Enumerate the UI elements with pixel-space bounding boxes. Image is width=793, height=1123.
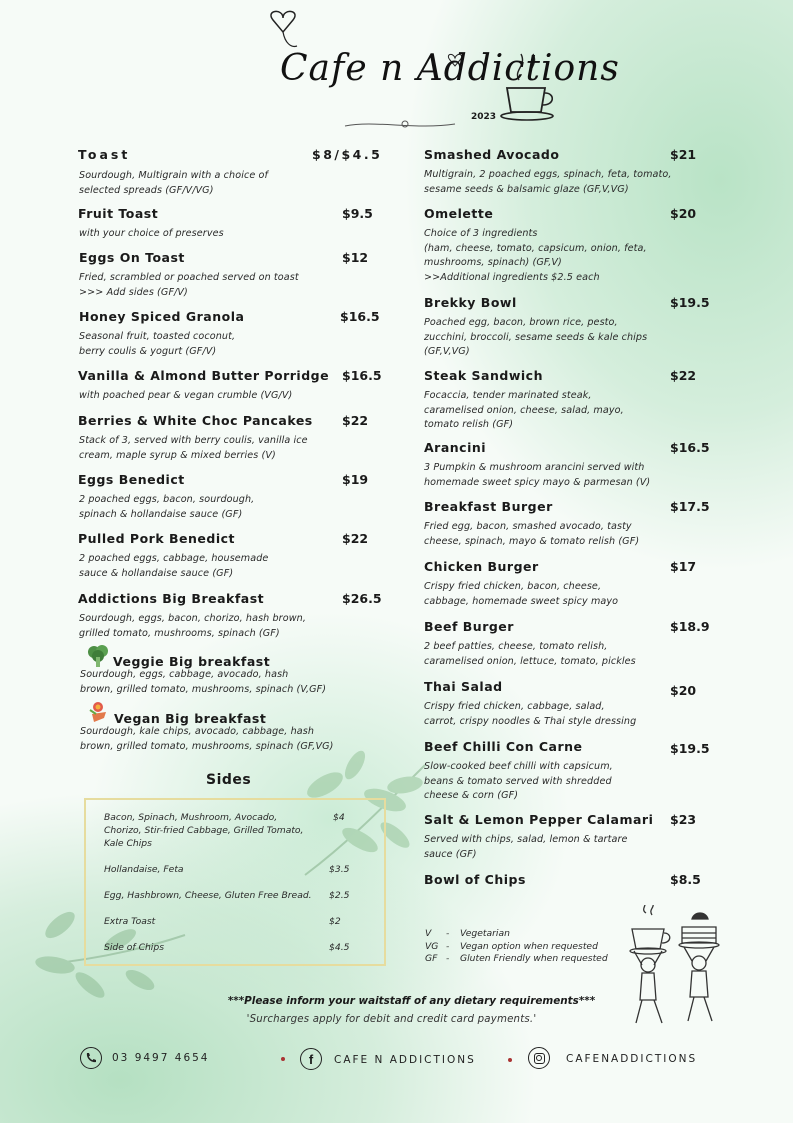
menu-item-description: carrot, crispy noodles & Thai style dressing — [424, 715, 637, 727]
instagram-icon[interactable] — [528, 1047, 550, 1069]
menu-item-description: Seasonal fruit, toasted coconut, — [79, 331, 236, 342]
menu-item-price: $16.5 — [342, 368, 382, 383]
menu-item-description: beans & tomato served with shredded — [424, 775, 612, 787]
legend-dash: - — [446, 928, 450, 939]
menu-item-price: $17.5 — [670, 499, 710, 514]
menu-item-description: 3 Pumpkin & mushroom arancini served with — [424, 462, 645, 473]
separator-dot — [508, 1058, 512, 1062]
menu-item-price: $17 — [670, 559, 697, 574]
vegan-character-icon — [86, 700, 112, 730]
menu-item-name: Eggs On Toast — [79, 250, 185, 265]
menu-item-price: $22 — [342, 531, 369, 546]
side-item-label: Chorizo, Stir-fried Cabbage, Grilled Tomato, — [104, 825, 304, 836]
menu-item-name: Beef Burger — [424, 619, 514, 634]
menu-item-description: Choice of 3 ingredients — [424, 228, 538, 239]
legend-code: V — [425, 928, 432, 939]
menu-item-price: $12 — [342, 250, 369, 265]
broccoli-icon — [86, 644, 110, 672]
menu-item-price: $20 — [670, 683, 697, 698]
side-item-label: Kale Chips — [104, 838, 152, 849]
menu-item-description: 2 poached eggs, bacon, sourdough, — [79, 494, 255, 505]
side-item-price: $3.5 — [329, 864, 350, 875]
menu-item-price: $23 — [670, 812, 697, 827]
menu-item-price: $8.5 — [670, 872, 701, 887]
legend-text: Gluten Friendly when requested — [460, 953, 608, 964]
menu-item-name: Salt & Lemon Pepper Calamari — [424, 812, 654, 827]
menu-item-name: Brekky Bowl — [424, 295, 517, 310]
surcharge-notice: 'Surcharges apply for debit and credit card payments.' — [246, 1014, 537, 1025]
side-item-label: Egg, Hashbrown, Cheese, Gluten Free Bread. — [104, 890, 312, 901]
menu-item-description: 2 beef patties, cheese, tomato relish, — [424, 641, 608, 652]
menu-item-description: Poached egg, bacon, brown rice, pesto, — [424, 317, 618, 328]
menu-item-price: $19 — [342, 472, 369, 487]
menu-item-price: $9.5 — [342, 206, 373, 221]
menu-item-description: tomato relish (GF) — [424, 419, 514, 430]
menu-item-name: Pulled Pork Benedict — [78, 531, 235, 546]
menu-item-name: Omelette — [424, 206, 494, 221]
side-item-price: $4 — [333, 812, 345, 823]
menu-item-description: caramelised onion, lettuce, tomato, pickles — [424, 655, 636, 667]
menu-item-price: $19.5 — [670, 295, 710, 310]
menu-item-price: $18.9 — [670, 619, 710, 634]
menu-item-description: cream, maple syrup & mixed berries (V) — [79, 449, 276, 461]
legend-dash: - — [446, 953, 450, 964]
brand-year: 2023 — [471, 112, 497, 122]
menu-item-description: Sourdough, Multigrain with a choice of — [79, 170, 268, 181]
menu-item-description: 2 poached eggs, cabbage, housemade — [79, 553, 269, 564]
menu-item-name: Arancini — [424, 440, 487, 455]
menu-item-name: Veggie Big breakfast — [113, 654, 271, 669]
side-item-price: $4.5 — [329, 942, 350, 953]
menu-item-price: $16.5 — [670, 440, 710, 455]
menu-item-description: with your choice of preserves — [79, 228, 224, 239]
menu-item-description: Slow-cooked beef chilli with capsicum, — [424, 761, 613, 772]
menu-item-description: brown, grilled tomato, mushrooms, spinach (GF,VG) — [80, 740, 334, 752]
logo — [255, 8, 620, 133]
menu-item-price: $26.5 — [342, 591, 382, 606]
menu-item-description: berry coulis & yogurt (GF/V) — [79, 345, 217, 357]
menu-item-price: $8/$4.5 — [312, 147, 383, 162]
menu-item-name: Vanilla & Almond Butter Porridge — [78, 368, 330, 383]
menu-item-name: Eggs Benedict — [78, 472, 185, 487]
legend-dash: - — [446, 940, 450, 952]
menu-item-description: Sourdough, eggs, bacon, chorizo, hash brown, — [79, 613, 306, 624]
menu-item-description: Fried, scrambled or poached served on toast — [79, 272, 299, 283]
menu-item-description: Fried egg, bacon, smashed avocado, tasty — [424, 521, 632, 532]
menu-item-price: $22 — [670, 368, 697, 383]
facebook-icon[interactable]: f — [300, 1048, 322, 1070]
legend-code: GF — [425, 953, 438, 964]
menu-item-name: Steak Sandwich — [424, 368, 543, 383]
menu-item-name: Toast — [78, 147, 131, 162]
brand-name: Cafe n Addictions — [280, 48, 620, 89]
dietary-notice: ***Please inform your waitstaff of any dietary requirements*** — [227, 995, 596, 1007]
instagram-handle[interactable]: CAFENADDICTIONS — [566, 1053, 698, 1065]
characters-carrying-coffee-and-cake-illustration — [622, 905, 727, 1027]
side-item-label: Bacon, Spinach, Mushroom, Avocado, — [104, 812, 278, 823]
menu-item-description: cabbage, homemade sweet spicy mayo — [424, 595, 619, 607]
menu-item-description: Multigrain, 2 poached eggs, spinach, feta, tomato, — [424, 169, 672, 180]
menu-item-name: Fruit Toast — [78, 206, 159, 221]
menu-item-description: Crispy fried chicken, bacon, cheese, — [424, 581, 602, 592]
menu-item-description: sauce & hollandaise sauce (GF) — [79, 567, 234, 579]
menu-item-description: Focaccia, tender marinated steak, — [424, 390, 592, 401]
menu-item-name: Bowl of Chips — [424, 872, 526, 887]
legend-text: Vegetarian — [460, 928, 510, 939]
menu-item-description: zucchini, broccoli, sesame seeds & kale chips — [424, 331, 648, 343]
menu-item-price: $22 — [342, 413, 369, 428]
menu-item-price: $20 — [670, 206, 697, 221]
side-item-price: $2 — [329, 916, 341, 927]
menu-item-name: Honey Spiced Granola — [79, 309, 245, 324]
menu-item-description: cheese & corn (GF) — [424, 790, 519, 801]
menu-item-description: >>> Add sides (GF/V) — [79, 286, 188, 298]
menu-item-description: spinach & hollandaise sauce (GF) — [79, 508, 243, 520]
menu-item-description: Served with chips, salad, lemon & tartare — [424, 834, 628, 845]
menu-item-description: >>Additional ingredients $2.5 each — [424, 271, 600, 283]
side-item-label: Hollandaise, Feta — [104, 864, 184, 875]
menu-item-description: Sourdough, kale chips, avocado, cabbage, hash — [80, 726, 315, 737]
side-item-label: Side of Chips — [104, 942, 164, 953]
menu-item-description: Stack of 3, served with berry coulis, vanilla ice — [79, 435, 308, 446]
menu-item-description: sauce (GF) — [424, 848, 477, 860]
legend-text: Vegan option when requested — [460, 940, 598, 952]
menu-item-description: cheese, spinach, mayo & tomato relish (GF) — [424, 535, 640, 547]
menu-item-description: Crispy fried chicken, cabbage, salad, — [424, 701, 605, 712]
menu-item-name: Chicken Burger — [424, 559, 539, 574]
menu-item-name: Smashed Avocado — [424, 147, 560, 162]
menu-item-price: $16.5 — [340, 309, 380, 324]
menu-item-description: grilled tomato, mushrooms, spinach (GF) — [79, 627, 280, 639]
menu-item-description: (ham, cheese, tomato, capsicum, onion, feta, — [424, 242, 647, 254]
menu-item-price: $19.5 — [670, 741, 710, 756]
legend-code: VG — [425, 940, 439, 952]
side-item-label: Extra Toast — [104, 916, 156, 927]
separator-dot — [281, 1057, 285, 1061]
menu-item-description: sesame seeds & balsamic glaze (GF,V,VG) — [424, 183, 629, 195]
menu-item-description: (GF,V,VG) — [424, 346, 470, 357]
facebook-handle[interactable]: CAFE N ADDICTIONS — [334, 1054, 476, 1066]
menu-item-name: Vegan Big breakfast — [114, 711, 267, 726]
menu-item-name: Thai Salad — [424, 679, 503, 694]
menu-item-name: Breakfast Burger — [424, 499, 553, 514]
phone-icon — [80, 1047, 102, 1069]
menu-item-description: homemade sweet spicy mayo & parmesan (V) — [424, 476, 651, 488]
menu-item-description: Sourdough, eggs, cabbage, avocado, hash — [80, 669, 289, 680]
menu-item-description: mushrooms, spinach) (GF,V) — [424, 257, 562, 268]
menu-item-description: caramelised onion, cheese, salad, mayo, — [424, 404, 624, 416]
side-item-price: $2.5 — [329, 890, 350, 901]
phone-number[interactable]: 03 9497 4654 — [112, 1052, 210, 1064]
menu-item-name: Beef Chilli Con Carne — [424, 739, 583, 754]
menu-item-price: $21 — [670, 147, 697, 162]
menu-item-name: Berries & White Choc Pancakes — [78, 413, 313, 428]
sides-title: Sides — [206, 772, 252, 788]
menu-item-description: brown, grilled tomato, mushrooms, spinach (V,GF) — [80, 683, 327, 695]
menu-item-description: with poached pear & vegan crumble (VG/V) — [79, 390, 293, 401]
menu-item-name: Addictions Big Breakfast — [78, 591, 265, 606]
menu-item-description: selected spreads (GF/V/VG) — [79, 184, 214, 196]
